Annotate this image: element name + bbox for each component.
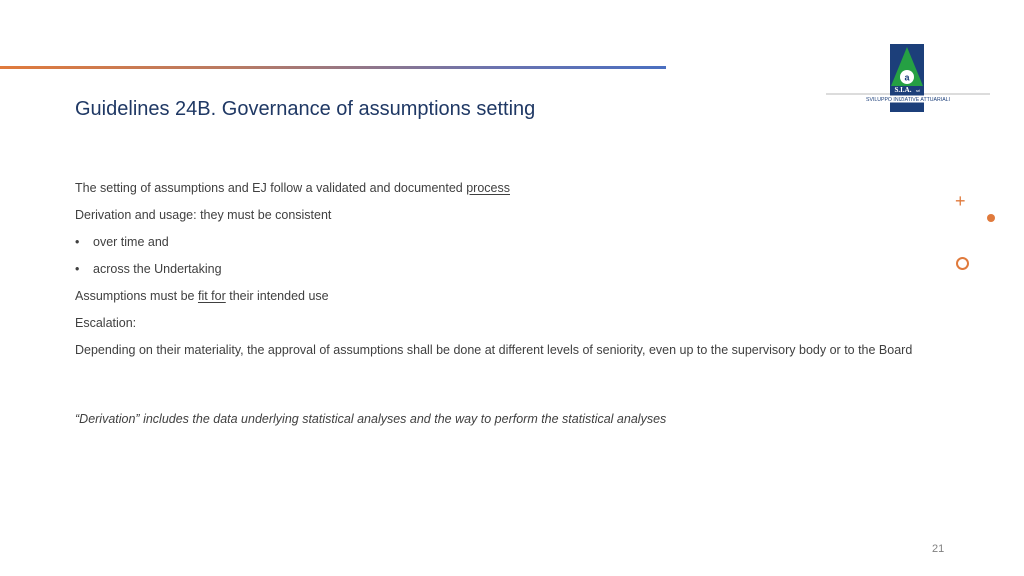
bullet-item-2: • across the Undertaking — [75, 262, 222, 276]
dot-decoration-icon — [987, 214, 995, 222]
logo-name: S.I.A. — [894, 86, 912, 94]
ring-decoration-icon — [956, 257, 969, 270]
logo-letter: a — [904, 72, 910, 83]
body-line-escalation: Escalation: — [75, 316, 137, 330]
body-line-derivation: Derivation and usage: they must be consistent — [75, 208, 332, 222]
logo-tagline: SVILUPPO INIZIATIVE ATTUARIALI — [866, 97, 950, 103]
bullet-item-1: • over time and — [75, 235, 169, 249]
plus-decoration-icon: + — [955, 191, 966, 211]
process-link[interactable]: process — [466, 181, 510, 195]
fit-for-link[interactable]: fit for — [197, 289, 226, 303]
top-gradient-rule — [0, 66, 666, 69]
body-line-process: The setting of assumptions and EJ follow a validated and documented process — [75, 181, 510, 195]
logo-suffix: srl — [916, 88, 921, 93]
page-number: 21 — [932, 543, 945, 555]
body-line-materiality: Depending on their materiality, the approval of assumptions shall be done at different levels of seniority, even up to the supervisory body or to the Board — [75, 343, 913, 357]
bullet-dot-icon: • — [75, 262, 80, 276]
bullet-dot-icon: • — [75, 235, 80, 249]
slide-title: Guidelines 24B. Governance of assumptions setting — [75, 98, 536, 120]
sia-logo — [824, 40, 994, 116]
body-line-fit-for: Assumptions must be fit for their intended use — [75, 289, 329, 303]
derivation-note: “Derivation” includes the data underlying statistical analyses and the way to perform the statistical analyses — [75, 412, 667, 426]
